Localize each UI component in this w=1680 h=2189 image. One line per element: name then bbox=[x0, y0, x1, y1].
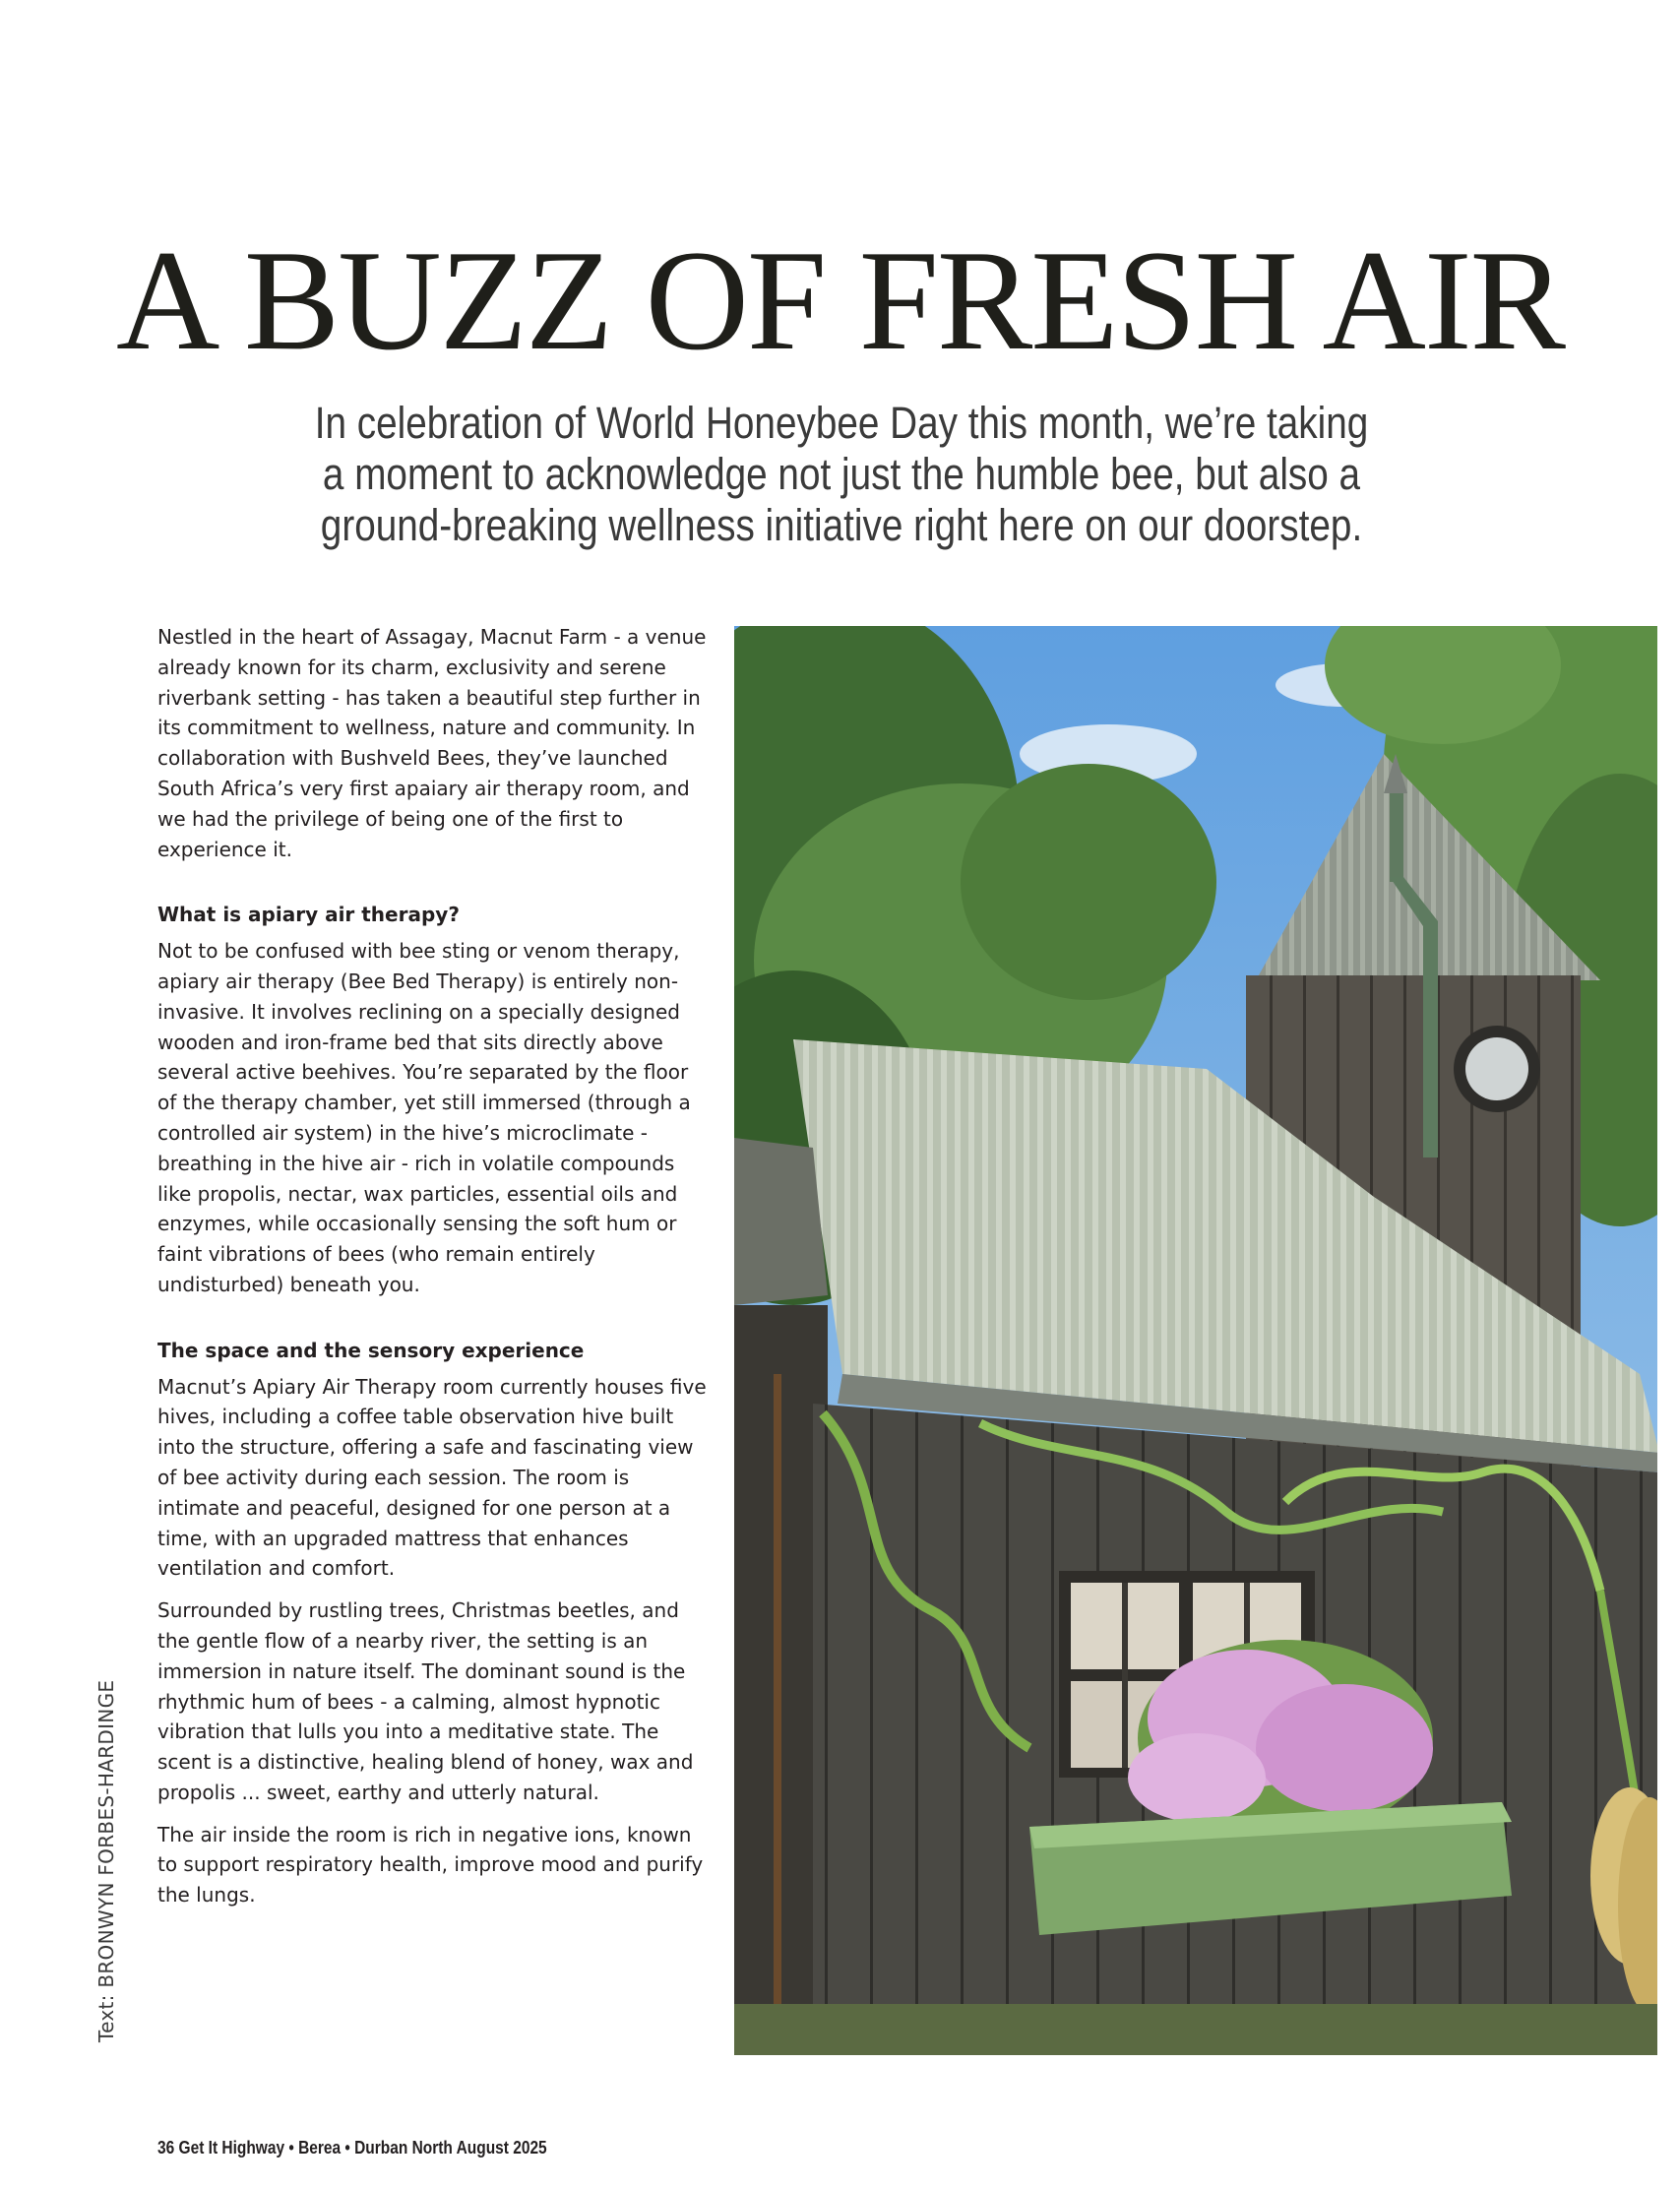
section-heading-space-sensory: The space and the sensory experience bbox=[157, 1338, 585, 1362]
photo-apiary-therapy-hut bbox=[734, 626, 1657, 2055]
article-standfirst: In celebration of World Honeybee Day this month, we’re taking a moment to acknowledge not just the humble bee, but also a ground-breaking wellness initiative right here on our doorstep. bbox=[314, 398, 1369, 550]
section-heading-apiary-air-therapy: What is apiary air therapy? bbox=[157, 903, 460, 927]
issue-date: August 2025 bbox=[456, 2138, 547, 2158]
intro-paragraph: Nestled in the heart of Assagay, Macnut Farm - a venue already known for its charm, exclusivity and serene riverbank setting - has taken a beautiful step further in its commitment to wellness, nature and community. In collaboration with Bushveld Bees, they’ve launched South Africa’s very first apaiary air therapy room, and we had the privilege of being one of the first to experience it. bbox=[157, 625, 707, 861]
page-number: 36 bbox=[157, 2138, 175, 2158]
section2-paragraph-2: Surrounded by rustling trees, Christmas beetles, and the gentle flow of a nearby river, the setting is an immersion in nature itself. The dominant sound is the rhythmic hum of bees - a calming, almost hypnotic vibration that lulls you into a meditative state. The scent is a distinctive, healing blend of honey, wax and propolis ... sweet, earthy and utterly natural. bbox=[157, 1598, 694, 1804]
publication-name: Get It Highway • Berea • Durban North bbox=[178, 2138, 453, 2158]
section2-paragraph-3: The air inside the room is rich in negative ions, known to support respiratory health, improve mood and purify the lungs. bbox=[157, 1822, 704, 1908]
author-credit: Text: BRONWYN FORBES-HARDINGE bbox=[94, 1679, 118, 2042]
section2-paragraph-1: Macnut’s Apiary Air Therapy room currently houses five hives, including a coffee table observation hive built into the structure, offering a safe and fascinating view of bee activity during each session. The room is intimate and peaceful, designed for one person at a time, with an upgraded mattress that enhances ventilation and comfort. bbox=[157, 1374, 707, 1581]
section1-paragraph: Not to be confused with bee sting or venom therapy, apiary air therapy (Bee Bed Therapy) is entirely non-invasive. It involves reclining on a specially designed wooden and iron-frame bed that sits directly above several active beehives. You’re separated by the floor of the therapy chamber, yet still immersed (through a controlled air system) in the hive’s microclimate - breathing in the hive air - rich in volatile compounds like propolis, nectar, wax particles, essential oils and enzymes, while occasionally sensing the soft hum or faint vibrations of bees (who remain entirely undisturbed) beneath you. bbox=[157, 939, 691, 1296]
page-footer bbox=[157, 2138, 547, 2158]
article-body bbox=[157, 622, 709, 1910]
article-title: A BUZZ OF FRESH AIR bbox=[116, 220, 1564, 380]
